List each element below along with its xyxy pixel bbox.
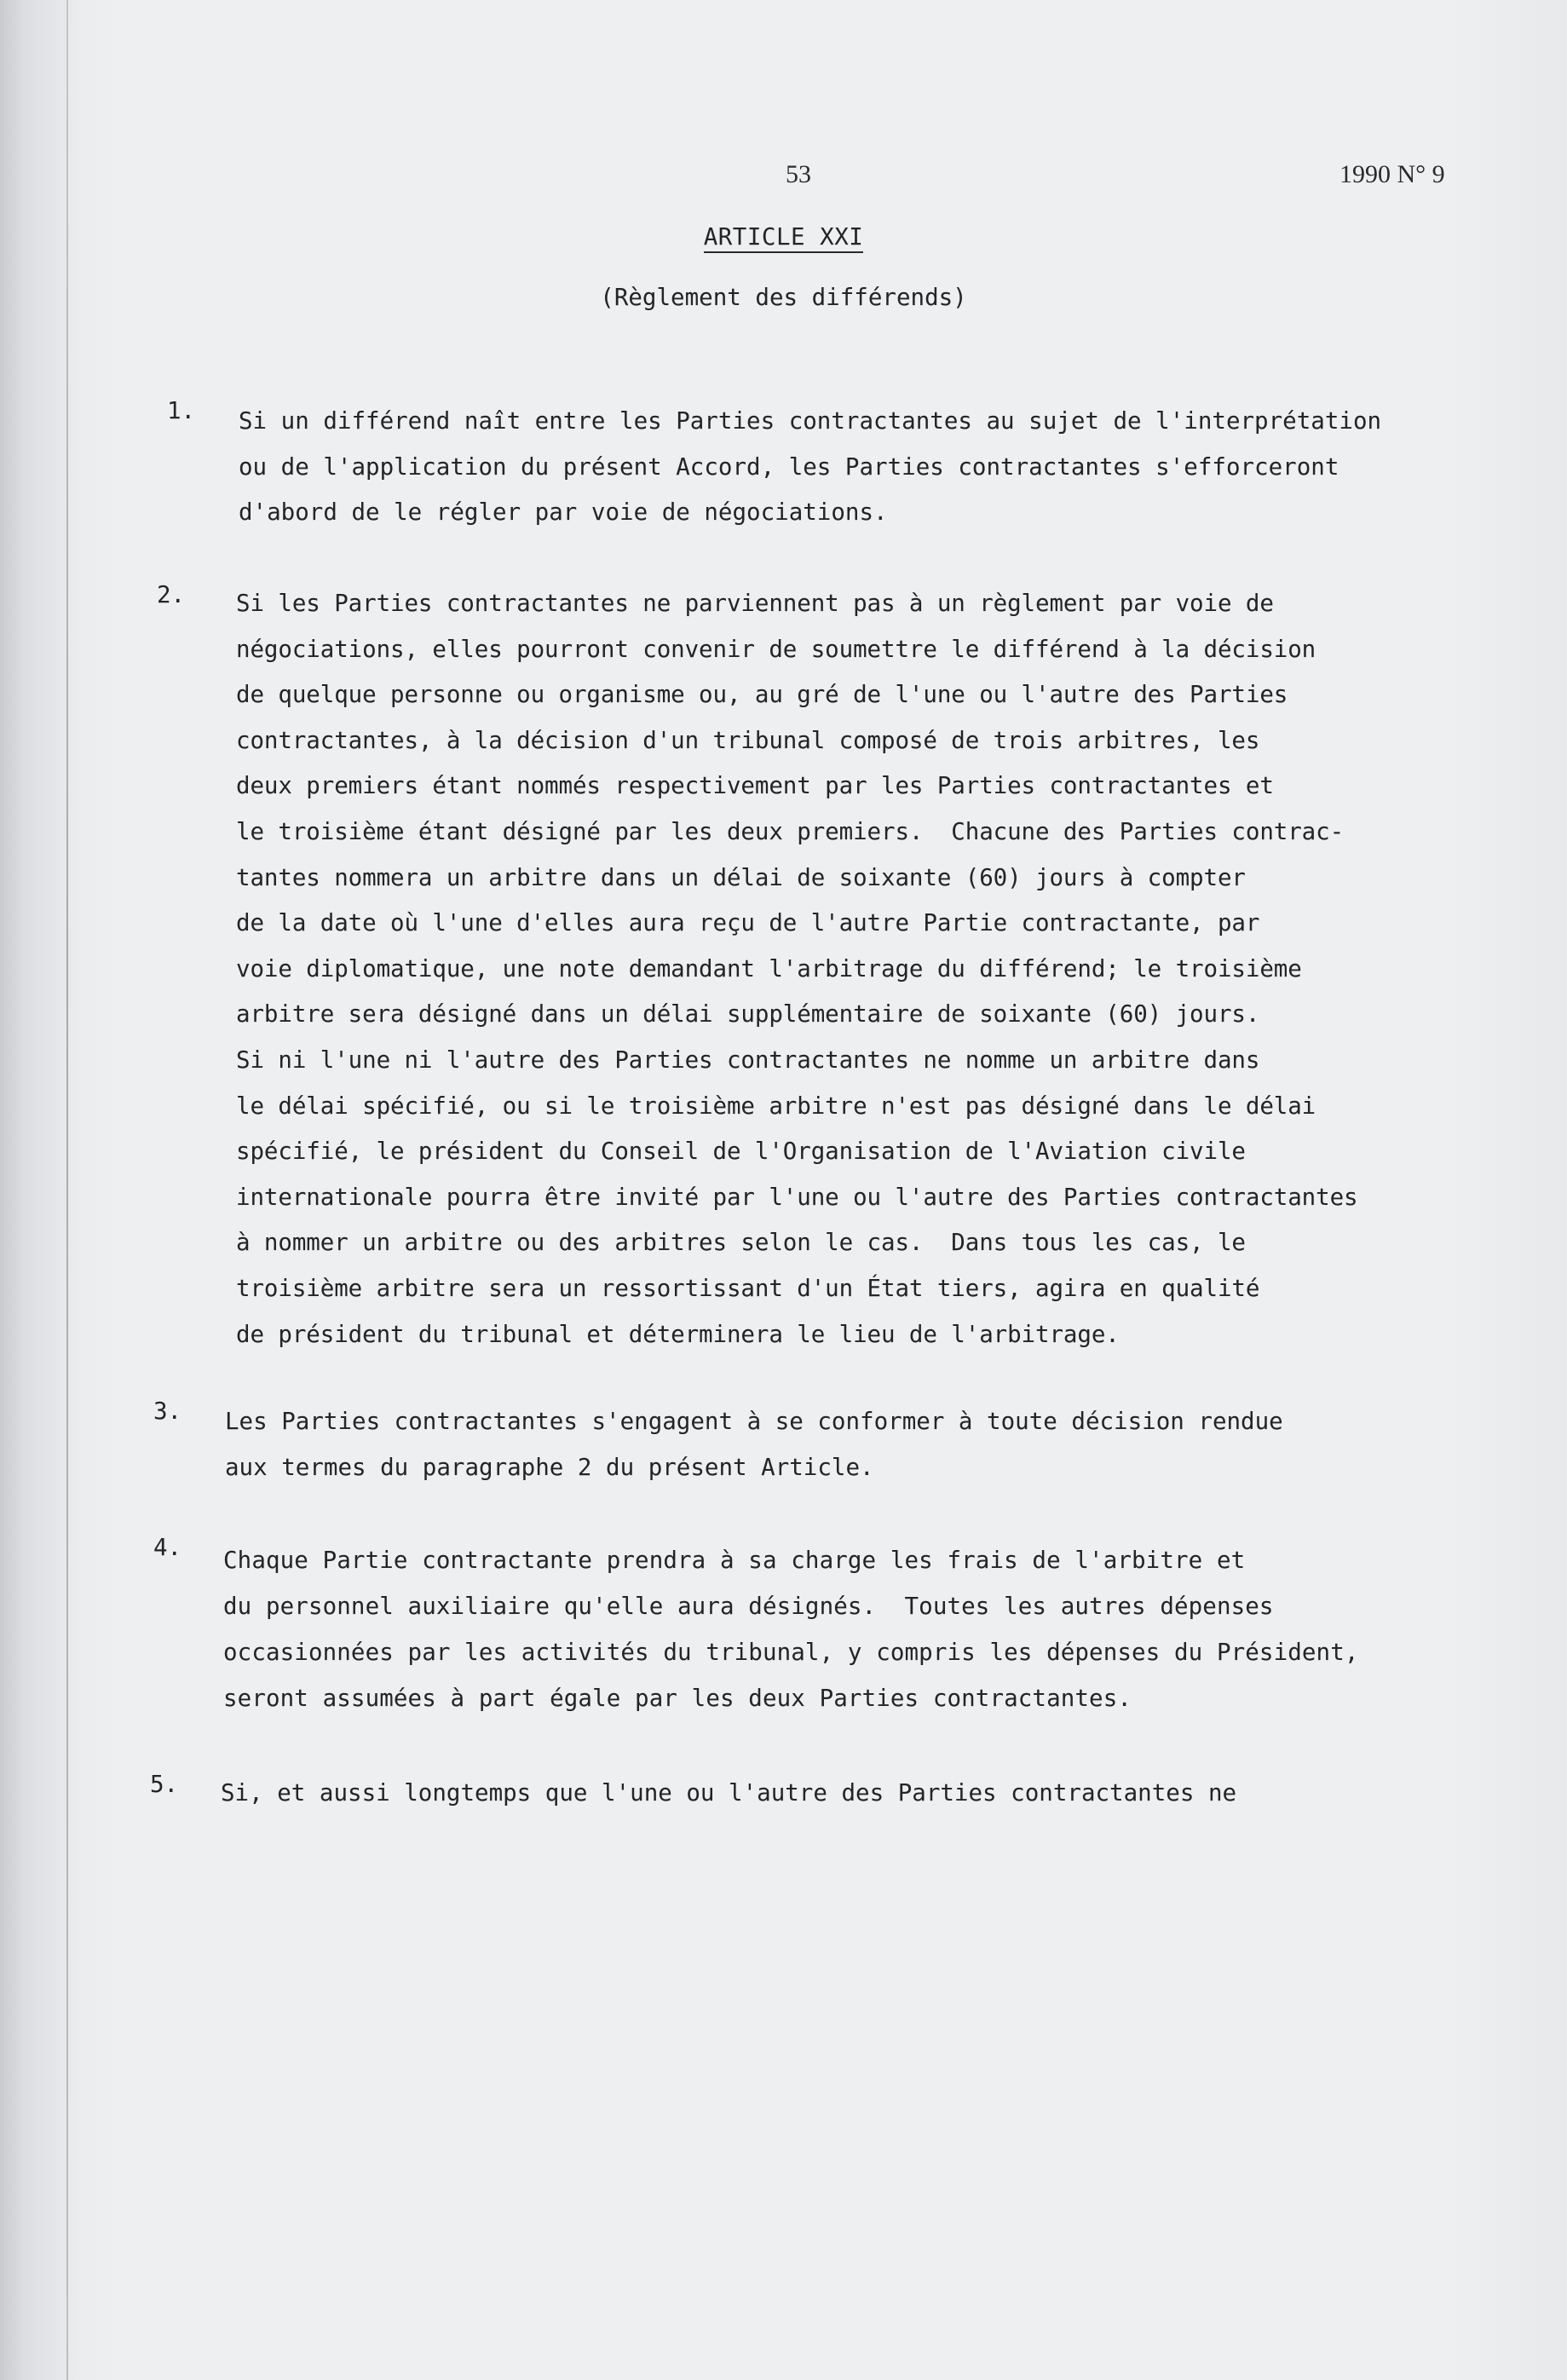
- article-title: [0, 223, 1567, 251]
- paragraph-line: aux termes du paragraphe 2 du présent Article.: [225, 1454, 874, 1481]
- paragraph-line: arbitre sera désigné dans un délai supplémentaire de soixante (60) jours.: [236, 1000, 1260, 1029]
- paragraph-line: occasionnées par les activités du tribunal, y compris les dépenses du Président,: [223, 1639, 1359, 1666]
- paragraph-line: spécifié, le président du Conseil de l'Organisation de l'Aviation civile: [236, 1138, 1246, 1166]
- paragraph-line: deux premiers étant nommés respectivement par les Parties contractantes et: [236, 772, 1274, 800]
- page-binding-shadow: [0, 0, 77, 2380]
- paragraph-line: seront assumées à part égale par les deux Parties contractantes.: [223, 1685, 1132, 1712]
- paragraph-line: Si, et aussi longtemps que l'une ou l'autre des Parties contractantes ne: [221, 1779, 1237, 1807]
- paragraph-line: négociations, elles pourront convenir de soumettre le différend à la décision: [236, 635, 1316, 663]
- paragraph-line: Chaque Partie contractante prendra à sa charge les frais de l'arbitre et: [223, 1547, 1246, 1574]
- page-number: 53: [786, 160, 811, 188]
- paragraph-number: 2.: [157, 581, 186, 608]
- paragraph-line: d'abord de le régler par voie de négociations.: [239, 498, 888, 526]
- paragraph-line: Si les Parties contractantes ne parviennent pas à un règlement par voie de: [236, 590, 1274, 617]
- paragraph-line: Si un différend naît entre les Parties contractantes au sujet de l'interprétation: [239, 407, 1382, 435]
- paragraph-line: le troisième étant désigné par les deux premiers. Chacune des Parties contrac-: [236, 818, 1345, 845]
- paragraph-line: internationale pourra être invité par l'une ou l'autre des Parties contractantes: [236, 1183, 1358, 1211]
- paragraph-line: Les Parties contractantes s'engagent à se conformer à toute décision rendue: [225, 1408, 1283, 1435]
- paragraph-line: contractantes, à la décision d'un tribunal composé de trois arbitres, les: [236, 726, 1260, 754]
- journal-issue-number: 1990 N° 9: [1339, 160, 1445, 188]
- paragraph-line: de président du tribunal et déterminera le lieu de l'arbitrage.: [236, 1320, 1120, 1348]
- paragraph-number: 3.: [153, 1397, 182, 1425]
- paragraph-line: tantes nommera un arbitre dans un délai de soixante (60) jours à compter: [236, 863, 1246, 891]
- paragraph-number: 4.: [153, 1534, 182, 1561]
- paragraph-line: du personnel auxiliaire qu'elle aura désignés. Toutes les autres dépenses: [223, 1593, 1274, 1620]
- page-binding-edge: [66, 0, 68, 2380]
- paragraph-line: troisième arbitre sera un ressortissant d'un État tiers, agira en qualité: [236, 1275, 1260, 1302]
- paragraph-number: 1.: [167, 397, 196, 424]
- article-subtitle: (Règlement des différends): [600, 284, 967, 311]
- paragraph-line: ou de l'application du présent Accord, les Parties contractantes s'efforceront: [239, 452, 1339, 481]
- paragraph-line: voie diplomatique, une note demandant l'arbitrage du différend; le troisième: [236, 954, 1302, 983]
- paragraph-line: Si ni l'une ni l'autre des Parties contractantes ne nomme un arbitre dans: [236, 1046, 1260, 1074]
- paragraph-line: à nommer un arbitre ou des arbitres selon le cas. Dans tous les cas, le: [236, 1229, 1246, 1257]
- article-title-text: ARTICLE XXI: [704, 223, 864, 253]
- paragraph-line: le délai spécifié, ou si le troisième arbitre n'est pas désigné dans le délai: [236, 1092, 1316, 1120]
- paragraph-number: 5.: [150, 1771, 179, 1798]
- paragraph-line: de quelque personne ou organisme ou, au gré de l'une ou l'autre des Parties: [236, 681, 1288, 709]
- paragraph-line: de la date où l'une d'elles aura reçu de l'autre Partie contractante, par: [236, 909, 1260, 937]
